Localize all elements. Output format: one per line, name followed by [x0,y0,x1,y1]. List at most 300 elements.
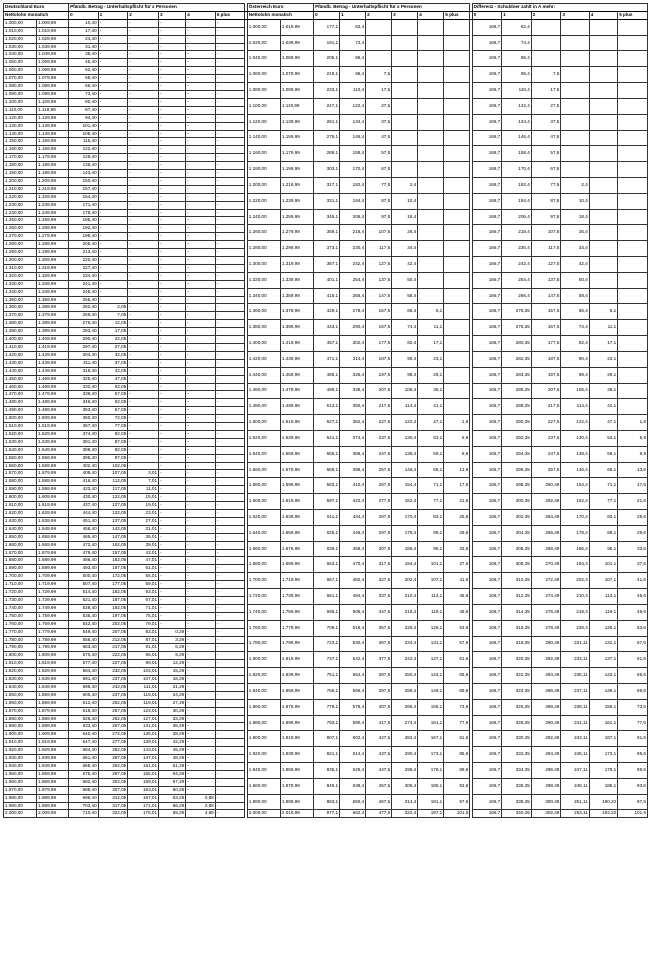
de-cell: - [215,644,245,652]
separator [470,755,472,763]
diff-cell: 166,7 [472,304,502,320]
de-cell: 1.299,99 [37,249,69,257]
at-cell [418,51,444,67]
at-cell: 202,4 [392,573,418,589]
at-cell: 1.139,99 [280,114,313,130]
pfaendung-table-sheet [3,3,648,818]
de-cell: 1.660,00 [4,541,37,549]
at-cell [418,257,444,273]
at-cell: 217,5 [366,399,392,415]
de-cell: 1.120,00 [4,114,37,122]
de-cell: 1.760,00 [4,620,37,628]
de-cell: 1.459,99 [37,375,69,383]
at-cell: 554,4 [340,668,366,684]
de-cell: - [186,399,216,407]
de-cell: 1.169,99 [37,146,69,154]
diff-cell: 178,4 [561,525,589,541]
de-cell: 75,01 [128,612,159,620]
de-cell: 4,88 [186,810,216,818]
de-cell: 1.449,99 [37,367,69,375]
diff-cell: 166,7 [472,272,502,288]
separator [470,59,472,67]
at-cell [444,51,470,67]
de-cell: 1.769,99 [37,620,69,628]
diff-cell: 182,4 [502,177,532,193]
de-cell: 136,40 [69,162,99,170]
de-cell: - [128,170,159,178]
de-cell: 353,40 [69,407,99,415]
de-cell: 1.380,00 [4,320,37,328]
de-cell: 0,88 [186,794,216,802]
de-cell: - [159,549,186,557]
de-cell: 182,05 [98,589,128,597]
at-cell: 681,1 [314,589,340,605]
de-cell: 12,29 [159,660,186,668]
diff-cell: 304,35 [502,525,532,541]
diff-cell: 95,1 [589,541,617,557]
table-row [4,589,648,597]
de-cell: - [159,249,186,257]
diff-cell [589,288,617,304]
de-cell: - [215,391,245,399]
diff-cell: 77,5 [531,177,561,193]
diff-cell: 59,1 [589,446,617,462]
de-cell: - [128,154,159,162]
at-cell: 765,1 [314,683,340,699]
separator [245,517,247,525]
diff-cell: 340,35 [502,810,532,818]
de-cell: - [159,391,186,399]
de-cell: 269,40 [69,312,99,320]
de-cell: 682,40 [69,778,99,786]
de-cell: - [128,51,159,59]
de-cell: - [215,90,245,98]
header-row-columns [4,11,648,19]
at-cell: 7,5 [366,67,392,83]
de-cell: - [159,336,186,344]
diff-cell [589,130,617,146]
de-cell: 1.230,00 [4,201,37,209]
table-row [4,541,648,549]
separator [470,233,472,241]
at-cell: 667,1 [314,573,340,589]
table-row [4,288,648,296]
de-cell: 647,40 [69,739,99,747]
at-cell: 467,5 [366,794,392,810]
de-cell: 1.010,00 [4,27,37,35]
de-cell: - [159,193,186,201]
de-cell: - [186,359,216,367]
de-cell: - [159,320,186,328]
separator [245,707,247,715]
diff-cell [618,67,648,83]
de-cell: - [215,336,245,344]
diff-cell [561,35,589,51]
de-cell: 1.560,00 [4,462,37,470]
de-cell: 43,01 [128,549,159,557]
de-cell: 95,01 [128,652,159,660]
diff-title: Differenz - Schuldner zahlt in A mehr: [472,4,647,12]
diff-cell: 330,35 [502,731,532,747]
at-cell: 1.540,00 [247,446,280,462]
diff-cell [618,272,648,288]
de-cell: 167,05 [98,565,128,573]
de-cell: 71,01 [128,604,159,612]
diff-cell [561,114,589,130]
diff-cell: 101,6 [618,810,648,818]
de-cell: - [215,525,245,533]
de-cell: - [159,612,186,620]
at-cell [366,35,392,51]
at-cell [444,288,470,304]
diff-cell: 21,6 [618,494,648,510]
at-cell: 65,6 [444,668,470,684]
diff-cell: 166,7 [472,399,502,415]
at-cell: 326,4 [340,367,366,383]
diff-cell [618,177,648,193]
at-cell: 61,6 [444,652,470,668]
diff-cell: 218,4 [502,225,532,241]
at-cell: 218,4 [392,604,418,620]
de-cell: - [215,636,245,644]
de-cell: 6,29 [159,644,186,652]
de-cell: - [215,763,245,771]
diff-cell [618,304,648,320]
diff-cell: 282,35 [502,351,532,367]
separator [245,596,247,604]
at-cell: 29,6 [444,525,470,541]
de-cell: - [186,43,216,51]
de-cell: - [159,375,186,383]
de-cell: 107,05 [98,470,128,478]
de-cell: 1.220,00 [4,193,37,201]
table-row [4,162,648,170]
diff-cell: 166,7 [472,525,502,541]
at-cell: 1.880,00 [247,715,280,731]
separator [470,27,472,35]
diff-cell: 97,6 [618,794,648,810]
de-cell: 703,40 [69,802,99,810]
at-cell [444,83,470,99]
at-cell: 93,6 [444,778,470,794]
diff-cell [618,257,648,273]
de-cell: - [159,383,186,391]
at-cell: 187,5 [366,351,392,367]
at-cell: 69,6 [444,683,470,699]
at-cell: 1.479,99 [280,383,313,399]
de-cell: 619,40 [69,707,99,715]
de-cell: - [159,596,186,604]
de-cell: 507,40 [69,581,99,589]
de-cell: - [128,233,159,241]
at-cell: 2.019,99 [280,810,313,818]
de-cell: - [215,502,245,510]
de-cell: 1.320,00 [4,272,37,280]
de-cell: 346,40 [69,399,99,407]
separator [245,533,247,541]
de-cell: - [128,122,159,130]
de-cell: - [98,90,128,98]
de-cell: 1.030,00 [4,43,37,51]
col-header-4: 4 [186,11,216,19]
table-row [4,557,648,565]
de-cell: 1.420,00 [4,351,37,359]
de-cell: 339,40 [69,391,99,399]
at-cell: 723,1 [314,636,340,652]
de-cell: - [215,778,245,786]
de-cell: - [215,312,245,320]
de-cell: 1.139,99 [37,122,69,130]
de-cell: - [159,154,186,162]
separator [470,517,472,525]
diff-cell: 1,6 [618,415,648,431]
diff-cell: 146,4 [561,462,589,478]
at-cell: 17,6 [444,478,470,494]
diff-cell: 206,4 [502,209,532,225]
at-cell: 527,1 [314,415,340,431]
separator [470,739,472,747]
at-cell [418,114,444,130]
de-cell: 1.480,00 [4,399,37,407]
separator [470,723,472,731]
at-cell: 650,4 [340,794,366,810]
diff-cell: 318,35 [502,636,532,652]
de-cell: - [159,67,186,75]
at-cell: 695,1 [314,604,340,620]
de-cell: 1.639,99 [37,517,69,525]
at-cell: 485,1 [314,367,340,383]
at-cell: 1.720,00 [247,589,280,605]
de-cell: - [186,486,216,494]
diff-cell: 314,35 [502,604,532,620]
de-cell: 1.630,00 [4,517,37,525]
at-cell: 625,1 [314,525,340,541]
diff-cell: 312,35 [502,589,532,605]
de-cell: 1.000,00 [4,19,37,27]
table-row [4,636,648,644]
de-cell: - [215,201,245,209]
separator [470,502,472,510]
col-header-4: 4 [418,11,444,19]
de-cell: 135,01 [128,731,159,739]
de-cell: - [215,217,245,225]
table-row [4,272,648,280]
at-cell: 1.400,00 [247,336,280,352]
diff-cell: 292,35 [502,430,532,446]
de-cell: 1.229,99 [37,193,69,201]
at-cell: 66,4 [392,304,418,320]
at-cell: 234,4 [392,636,418,652]
diff-cell [531,51,561,67]
de-cell: 307,05 [98,786,128,794]
de-cell: - [215,533,245,541]
de-cell: 1.200,00 [4,177,37,185]
diff-cell: 292,49 [531,731,561,747]
de-cell: - [159,423,186,431]
de-cell: - [159,233,186,241]
de-cell: 252,05 [98,699,128,707]
at-cell [392,114,418,130]
diff-cell: 166,7 [472,35,502,51]
at-cell: 146,4 [340,130,366,146]
de-cell: - [128,257,159,265]
de-cell: - [98,241,128,249]
de-cell: 59,40 [69,75,99,83]
de-cell: - [215,407,245,415]
at-cell: 1.780,00 [247,636,280,652]
at-cell: 1.580,00 [247,478,280,494]
de-cell: 202,05 [98,620,128,628]
at-cell: 35,1 [418,383,444,399]
at-cell: 602,4 [340,731,366,747]
at-cell: 149,1 [418,683,444,699]
de-cell: - [215,170,245,178]
de-cell: - [159,130,186,138]
at-cell: 1.999,99 [280,794,313,810]
de-cell: - [215,557,245,565]
diff-cell [618,336,648,352]
de-cell: - [215,122,245,130]
de-cell: - [159,517,186,525]
at-cell [444,35,470,51]
de-cell: 367,40 [69,423,99,431]
de-cell: - [186,162,216,170]
at-cell: 590,4 [340,715,366,731]
at-cell: 1.299,99 [280,241,313,257]
de-cell: - [186,225,216,233]
de-cell: - [186,612,216,620]
diff-cell: 161,1 [589,715,617,731]
de-cell: 99,01 [128,660,159,668]
de-cell: - [159,90,186,98]
at-cell [418,130,444,146]
de-cell: 55,01 [128,573,159,581]
diff-cell: 298,35 [502,478,532,494]
separator [245,27,247,35]
separator [470,581,472,589]
de-cell: 297,05 [98,770,128,778]
at-cell: 101,1 [418,557,444,573]
diff-cell [618,241,648,257]
at-cell [444,114,470,130]
de-cell: - [186,114,216,122]
at-cell: 25,6 [444,510,470,526]
at-cell: 1.520,00 [247,430,280,446]
de-cell: - [186,660,216,668]
de-cell: 1.279,99 [37,233,69,241]
at-cell: 457,1 [314,336,340,352]
de-cell: - [186,454,216,462]
at-cell [418,225,444,241]
diff-cell [561,51,589,67]
de-cell: 1.549,99 [37,446,69,454]
de-cell: 3,01 [128,470,159,478]
de-cell: - [186,589,216,597]
de-cell: - [215,699,245,707]
de-cell: 1.159,99 [37,138,69,146]
de-cell: - [128,59,159,67]
diff-cell: 194,4 [502,193,532,209]
diff-cell: 67,5 [531,162,561,178]
diff-cell: 131,1 [589,636,617,652]
at-cell: 1.839,99 [280,668,313,684]
at-cell: 97,5 [366,209,392,225]
table-row [4,763,648,771]
at-cell: 207,5 [366,383,392,399]
de-cell: 220,40 [69,257,99,265]
diff-cell: 253,11 [561,810,589,818]
de-cell: - [159,304,186,312]
de-cell: 87,40 [69,106,99,114]
de-cell: - [98,264,128,272]
at-cell [418,98,444,114]
diff-cell: 282,49 [531,652,561,668]
de-cell: - [186,699,216,707]
de-cell: 122,05 [98,494,128,502]
de-cell: 1.160,00 [4,146,37,154]
de-cell: 528,40 [69,604,99,612]
separator [470,359,472,367]
de-cell: - [215,565,245,573]
de-cell: 710,40 [69,810,99,818]
diff-cell: 47,1 [589,415,617,431]
de-cell: 33,29 [159,715,186,723]
at-cell: 34,4 [392,241,418,257]
de-cell: - [186,296,216,304]
de-cell: - [159,225,186,233]
at-cell: 477,5 [366,810,392,818]
at-cell: 185,1 [418,778,444,794]
at-cell: 583,1 [314,478,340,494]
at-cell: 37,5 [366,114,392,130]
de-cell: - [215,106,245,114]
diff-cell [589,146,617,162]
diff-cell: 227,5 [531,415,561,431]
at-cell: 155,1 [418,699,444,715]
separator [245,264,247,272]
de-cell: - [186,280,216,288]
de-cell: 267,05 [98,723,128,731]
at-cell: 1.980,00 [247,794,280,810]
separator [245,565,247,573]
de-cell: - [159,478,186,486]
diff-cell [618,383,648,399]
de-cell: 1.280,00 [4,241,37,249]
at-cell: 597,1 [314,494,340,510]
de-cell: 2,05 [98,304,128,312]
diff-cell [589,67,617,83]
de-cell: 102,05 [98,462,128,470]
separator [470,676,472,684]
de-cell: - [98,193,128,201]
de-cell: 360,40 [69,415,99,423]
at-cell: 362,4 [340,415,366,431]
de-cell: 1.300,00 [4,257,37,265]
diff-cell: 328,35 [502,715,532,731]
at-cell: 1.140,00 [247,130,280,146]
de-cell: 42,29 [159,739,186,747]
diff-cell: 276,49 [531,604,561,620]
diff-cell [589,162,617,178]
de-cell: - [128,90,159,98]
at-cell: 1.360,00 [247,304,280,320]
de-cell: 1.249,99 [37,209,69,217]
at-cell: 53,6 [444,620,470,636]
de-cell: - [159,241,186,249]
at-cell: 17,5 [366,83,392,99]
at-cell [444,162,470,178]
de-cell: 1.129,99 [37,114,69,122]
